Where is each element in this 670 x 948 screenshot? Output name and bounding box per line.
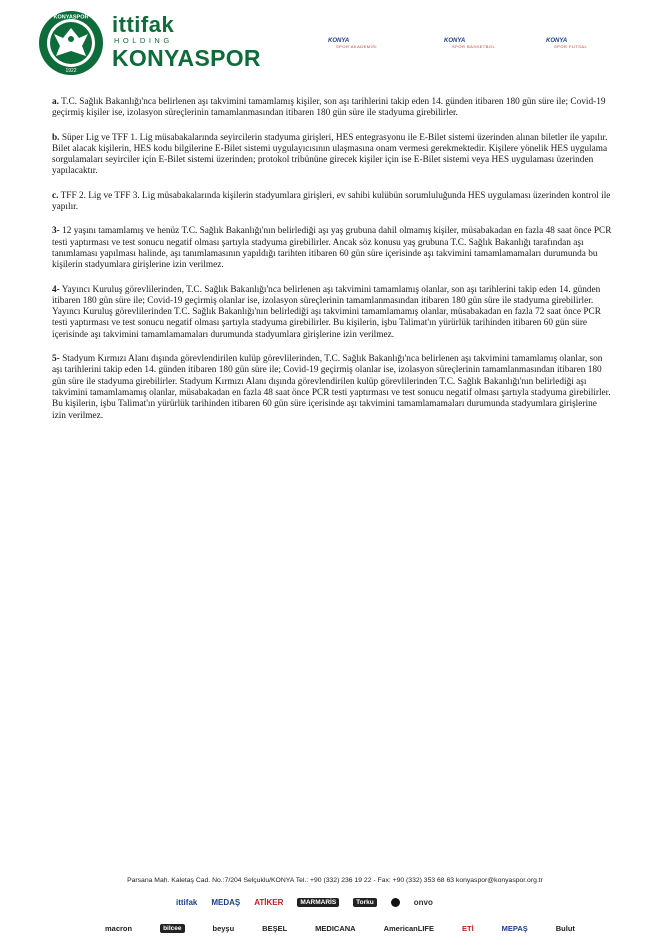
sponsor-eti-logo: ETİ (462, 923, 474, 933)
paragraph-c: c. TFF 2. Lig ve TFF 3. Lig müsabakalarında kişilerin stadyumlara girişleri, ev sahibi kulübün sorumluluğunda HES uygulaması üzerinden kontrol ile yapılır. (52, 190, 611, 213)
sponsor-row-1 (176, 893, 506, 911)
letterhead (0, 0, 670, 90)
brand-line-ittifak: ittifak (112, 12, 175, 37)
document-body (52, 97, 612, 435)
brand-line-konyaspor: KONYASPOR (112, 45, 261, 71)
sponsor-beysu-logo: beyşu (212, 923, 235, 933)
paragraph-4: 4- Yayıncı Kuruluş görevlilerinden, T.C. Sağlık Bakanlığı'nca belirlenen aşı takvimini tamamlamış olanlar, son aşı tarihlerini takip eden 14. günden itibaren 180 gün süre ile; Covid-19 geçirmiş olanlar ise, izolasyon süreçlerinin tamamlanmasından itibaren 180 gün süre ile stadyuma girebilirler. Yayıncı Kuruluş görevlilerinden T.C. Sağlık Bakanlığı'nın belirlediği aşı takvimini tamamlamamış olanlar, müsabakadan en fazla 72 saat önce PCR testi yaptırması ve test sonucu negatif olması şartıyla stadyuma girebilirler. Bu kişilerin, işbu Talimat'ın yürürlük tarihinden itibaren 60 gün süre içerisinde aşı takvimini tamamlamamaları durumunda stadyumlara girişlerine izin verilmez. (52, 284, 601, 340)
sponsor-bilcee-logo: bilcee (160, 924, 184, 933)
sponsor-torku-logo: Torku (353, 898, 377, 907)
sponsor-ittifak-logo: ittifak (176, 897, 198, 907)
sponsor-marmaris-logo: MARMARİS (297, 898, 339, 907)
sub-brand-academy: KONYA SPOR AKADEMİSİ (328, 38, 378, 49)
sponsor-onvo-logo: onvo (413, 897, 433, 907)
paragraph-5: 5- Stadyum Kırmızı Alanı dışında görevlendirilen kulüp görevlilerinden, T.C. Sağlık Bakanlığı'nca belirlenen aşı takvimini tamamlamış olanlar, son aşı tarihlerini takip eden 14. günden itibaren 180 gün süre ile; Covid-19 geçirmiş olanlar ise, izolasyon süreçlerinin tamamlanmasından itibaren 180 gün süre ile stadyuma girebilirler. Stadyum Kırmızı Alanı dışında görevlendirilen kulüp görevlilerinden T.C. Sağlık Bakanlığı'nın belirlediği aşı takvimini tamamlamamış olanlar, müsabakadan en fazla 48 saat önce PCR testi yaptırması ve test sonucu negatif olması şartıyla stadyuma girebilirler. Bu kişilerin, işbu Talimat'ın yürürlük tarihinden itibaren 60 gün süre içerisinde aşı takvimini tamamlamamaları durumunda stadyumlara girişlerine izin verilmez. (52, 354, 611, 421)
brand-line-holding: HOLDING (114, 36, 173, 45)
sub-brand-futsal: KONYA SPOR FUTSAL (546, 38, 588, 49)
paragraph-a: a. T.C. Sağlık Bakanlığı'nca belirlenen aşı takvimini tamamlamış kişiler, son aşı tarihlerini takip eden 14. günden itibaren 180 gün süre ile; Covid-19 geçirmiş kişiler ise, izolasyon süreçlerinin tamamlanmasından itibaren 180 gün süre ile stadyuma girebilirler. (52, 97, 606, 119)
crest-text: KONYASPOR (53, 14, 89, 21)
sponsor-mepas-logo: MEPAŞ (501, 923, 528, 933)
sponsor-americanlife-logo: AmericanLIFE (383, 923, 435, 933)
sponsor-dot-icon (391, 898, 400, 907)
footer-address: Parsana Mah. Kaletaş Cad. No.:7/204 Selçuklu/KONYA Tel.: +90 (332) 236 19 22 - Fax: +90 (332) 353 68 63 konyaspor@konyaspor.org.tr (127, 877, 543, 884)
sponsor-row-2 (105, 919, 575, 937)
paragraph-3: 3- 12 yaşını tamamlamış ve henüz T.C. Sağlık Bakanlığı'nın belirlediği aşı yaş grubuna dahil olmamış kişiler, müsabakadan en fazla 48 saat önce PCR testi yaptırması ve test sonucu negatif olması şartıyla stadyuma girebilirler. Ancak söz konusu yaş grubuna T.C. Sağlık Bakanlığı tarafından aşı tanımlaması yapılması halinde, aşı tanımlamasının yapıldığı tarihten itibaren 60 gün süre içerisinde aşı takvimini tamamlamamaları durumunda bu kişilerin stadyumlara girişlerine izin verilmez. (52, 226, 612, 271)
crest-year: 1922 (65, 68, 77, 74)
sponsor-macron-logo: macron (105, 923, 133, 933)
sponsor-besel-logo: BEŞEL (262, 923, 288, 933)
sponsor-bulut-logo: Bulut (555, 923, 575, 933)
konyaspor-crest-logo (38, 10, 104, 76)
sponsor-medas-logo: MEDAŞ (211, 897, 241, 907)
sub-brand-basketball: KONYA SPOR BASKETBOL (444, 38, 496, 49)
sponsor-medicana-logo: MEDICANA (315, 923, 356, 933)
brand-wordmark (112, 12, 261, 71)
paragraph-b: b. Süper Lig ve TFF 1. Lig müsabakalarında seyircilerin stadyuma girişleri, HES entegrasyonu ile E-Bilet sistemi üzerinden alınan biletler ile yapılır. Bilet alacak kişilerin, HES kodu bilgilerine E-Bilet sistemi uygulayıcısının ulaşmasına onam vermesi gerekmektedir. Kişilere yönelik HES uygulama sorgulamaları seyirciler için E-Bilet sistemi üzerinden; protokol tribününe girecek kişiler için ise E-Bilet sistemi veya HES uygulaması üzerinden yapılacaktır. (52, 132, 608, 177)
sponsor-atiker-logo: ATİKER (254, 897, 284, 907)
